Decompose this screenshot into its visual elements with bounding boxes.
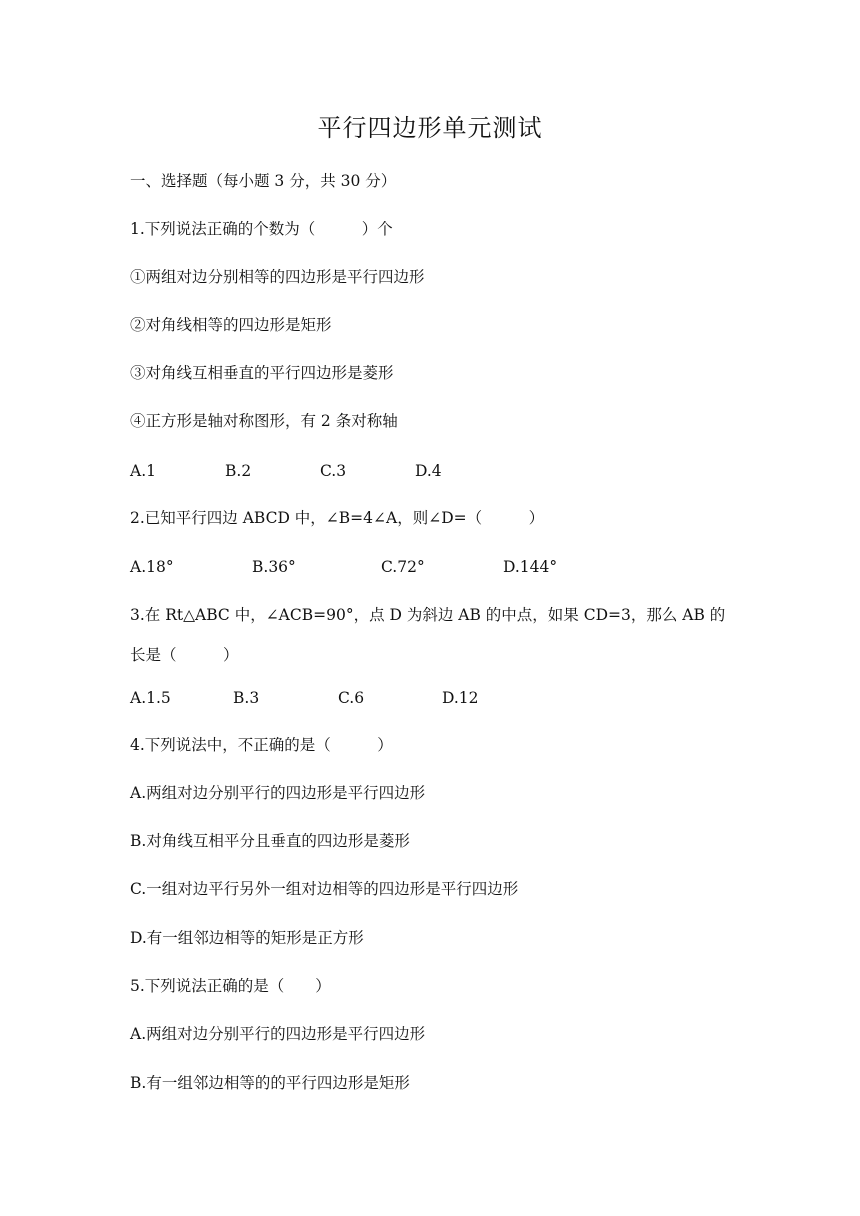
question-1-statement-4: ④正方形是轴对称图形，有 2 条对称轴: [130, 412, 398, 430]
question-3-stem: 3.在 Rt△ABC 中，∠ACB=90°，点 D 为斜边 AB 的中点，如果 CD=3，那么 AB 的长是（ ）: [130, 606, 726, 664]
question-4-option-b: B.对角线互相平分且垂直的四边形是菱形: [130, 832, 410, 850]
question-2-option-a: A.18°: [130, 558, 174, 576]
question-3-option-b: B.3: [233, 689, 260, 707]
question-5-option-a: A.两组对边分别平行的四边形是平行四边形: [130, 1025, 426, 1043]
question-1-stem: 1.下列说法正确的个数为（ ）个: [130, 220, 393, 238]
question-4-option-d: D.有一组邻边相等的矩形是正方形: [130, 929, 364, 947]
question-4-option-c: C.一组对边平行另外一组对边相等的四边形是平行四边形: [130, 880, 519, 898]
question-3-option-d: D.12: [442, 689, 479, 707]
question-2-option-b: B.36°: [252, 558, 296, 576]
question-1-statement-1: ①两组对边分别相等的四边形是平行四边形: [130, 268, 425, 286]
question-5-stem: 5.下列说法正确的是（ ）: [130, 977, 331, 995]
question-3-option-a: A.1.5: [130, 689, 171, 707]
question-1-option-a: A.1: [130, 462, 156, 480]
question-1-option-c: C.3: [320, 462, 347, 480]
question-1-option-b: B.2: [225, 462, 252, 480]
question-4-stem: 4.下列说法中，不正确的是（ ）: [130, 736, 393, 754]
section-heading: 一、选择题（每小题 3 分，共 30 分）: [130, 172, 397, 190]
page-title: 平行四边形单元测试: [317, 114, 543, 142]
question-3-option-c: C.6: [338, 689, 365, 707]
question-1-statement-2: ②对角线相等的四边形是矩形: [130, 316, 332, 334]
question-1-option-d: D.4: [415, 462, 442, 480]
question-2-option-c: C.72°: [381, 558, 425, 576]
question-1-statement-3: ③对角线互相垂直的平行四边形是菱形: [130, 364, 394, 382]
question-2-stem: 2.已知平行四边 ABCD 中，∠B=4∠A，则∠D=（ ）: [130, 509, 545, 527]
question-2-option-d: D.144°: [503, 558, 558, 576]
question-5-option-b: B.有一组邻边相等的的平行四边形是矩形: [130, 1074, 410, 1092]
question-4-option-a: A.两组对边分别平行的四边形是平行四边形: [130, 784, 426, 802]
